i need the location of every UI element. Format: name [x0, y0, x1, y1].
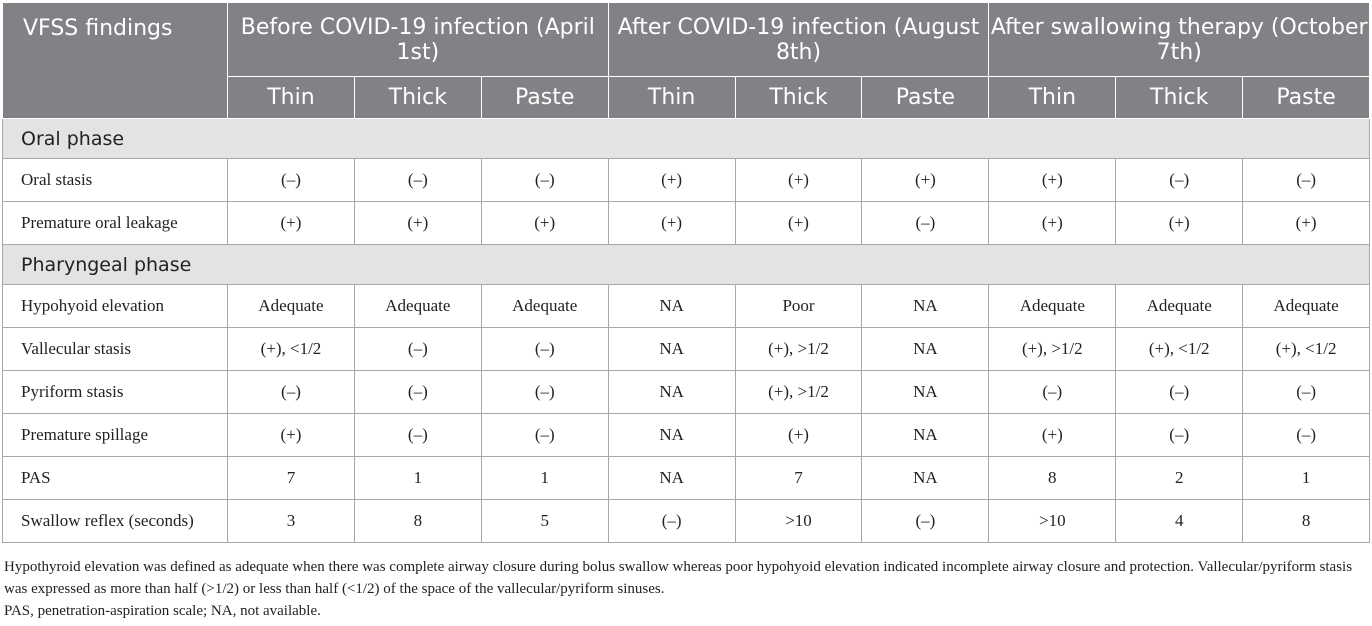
footnote-definitions: Hypothyroid elevation was defined as adequate when there was complete airway closure during bolus swallow whereas poor hypohyoid elevation indicated incomplete airway closure and protection. Vallecular/pyriform stasis was expressed as more than half (>1/2) or less than half (<1/2) of the space of the vallecular/pyriform sinuses. — [4, 559, 1353, 597]
table-cell: Adequate — [1243, 285, 1370, 328]
table-cell: (+) — [608, 202, 735, 245]
table-cell: (+) — [608, 159, 735, 202]
table-cell: (+), >1/2 — [735, 328, 862, 371]
table-cell: (+) — [1116, 202, 1243, 245]
table-cell: (–) — [1243, 414, 1370, 457]
table-cell: (+) — [1243, 202, 1370, 245]
vfss-findings-header: VFSS findings — [3, 3, 228, 119]
table-cell: (–) — [228, 159, 355, 202]
table-cell: (–) — [354, 414, 481, 457]
table-cell: 2 — [1116, 457, 1243, 500]
table-cell: (–) — [1116, 371, 1243, 414]
table-cell: 1 — [481, 457, 608, 500]
table-cell: NA — [608, 328, 735, 371]
table-cell: (–) — [481, 328, 608, 371]
table-cell: (+), >1/2 — [989, 328, 1116, 371]
table-cell: (+) — [862, 159, 989, 202]
table-cell: Adequate — [989, 285, 1116, 328]
table-row — [3, 328, 1370, 371]
consistency-header: Paste — [1243, 77, 1370, 119]
table-cell: NA — [862, 328, 989, 371]
row-label: Oral stasis — [3, 159, 228, 202]
table-cell: (–) — [1243, 371, 1370, 414]
table-cell: 1 — [354, 457, 481, 500]
table-cell: 8 — [989, 457, 1116, 500]
before-covid-header: Before COVID-19 infection (April 1st) — [228, 3, 609, 77]
section-oral-phase: Oral phase — [3, 119, 1370, 159]
table-cell: NA — [862, 371, 989, 414]
table-cell: (+), <1/2 — [228, 328, 355, 371]
row-label: Hypohyoid elevation — [3, 285, 228, 328]
consistency-header: Thick — [735, 77, 862, 119]
table-cell: (–) — [608, 500, 735, 543]
table-cell: 8 — [354, 500, 481, 543]
table-cell: NA — [608, 457, 735, 500]
table-cell: (+) — [735, 159, 862, 202]
table-cell: (–) — [228, 371, 355, 414]
table-cell: (+) — [989, 159, 1116, 202]
table-row — [3, 457, 1370, 500]
table-cell: 3 — [228, 500, 355, 543]
table-cell: Poor — [735, 285, 862, 328]
table-cell: (–) — [1116, 159, 1243, 202]
section-row-oral — [3, 119, 1370, 159]
table-cell: (+) — [481, 202, 608, 245]
consistency-header: Paste — [862, 77, 989, 119]
table-cell: (+) — [989, 414, 1116, 457]
table-cell: (–) — [354, 371, 481, 414]
table-row — [3, 371, 1370, 414]
table-cell: Adequate — [354, 285, 481, 328]
row-label: Premature oral leakage — [3, 202, 228, 245]
row-label: Vallecular stasis — [3, 328, 228, 371]
table-cell: 8 — [1243, 500, 1370, 543]
table-cell: (+), <1/2 — [1243, 328, 1370, 371]
table-cell: NA — [608, 285, 735, 328]
table-cell: Adequate — [228, 285, 355, 328]
table-cell: (–) — [354, 328, 481, 371]
consistency-header: Thin — [228, 77, 355, 119]
consistency-header: Thick — [354, 77, 481, 119]
after-therapy-header: After swallowing therapy (October 7th) — [989, 3, 1370, 77]
table-cell: NA — [862, 457, 989, 500]
table-cell: (–) — [481, 371, 608, 414]
table-cell: 7 — [735, 457, 862, 500]
table-cell: (–) — [862, 202, 989, 245]
consistency-header: Thin — [608, 77, 735, 119]
table-cell: (–) — [481, 414, 608, 457]
table-cell: Adequate — [481, 285, 608, 328]
consistency-header: Thin — [989, 77, 1116, 119]
after-covid-header: After COVID-19 infection (August 8th) — [608, 3, 989, 77]
table-cell: (–) — [989, 371, 1116, 414]
table-cell: (–) — [862, 500, 989, 543]
table-cell: NA — [608, 414, 735, 457]
footnote-abbreviations: PAS, penetration-aspiration scale; NA, not available. — [4, 603, 321, 619]
table-cell: (+), <1/2 — [1116, 328, 1243, 371]
group-header-row — [3, 3, 1370, 77]
table-row — [3, 285, 1370, 328]
table-footnotes — [4, 556, 1366, 622]
table-cell: (–) — [1243, 159, 1370, 202]
row-label: Swallow reflex (seconds) — [3, 500, 228, 543]
table-cell: (+) — [228, 202, 355, 245]
table-cell: (+) — [735, 414, 862, 457]
row-label: Pyriform stasis — [3, 371, 228, 414]
table-cell: (+) — [228, 414, 355, 457]
table-cell: (–) — [481, 159, 608, 202]
table-cell: (–) — [1116, 414, 1243, 457]
row-label: PAS — [3, 457, 228, 500]
table-cell: 7 — [228, 457, 355, 500]
table-cell: NA — [862, 285, 989, 328]
table-cell: NA — [862, 414, 989, 457]
table-cell: 4 — [1116, 500, 1243, 543]
table-cell: (+) — [989, 202, 1116, 245]
table-row — [3, 159, 1370, 202]
table-cell: >10 — [989, 500, 1116, 543]
table-cell: >10 — [735, 500, 862, 543]
table-row — [3, 414, 1370, 457]
table-row — [3, 500, 1370, 543]
section-pharyngeal-phase: Pharyngeal phase — [3, 245, 1370, 285]
table-cell: (+) — [735, 202, 862, 245]
table-cell: 1 — [1243, 457, 1370, 500]
consistency-header: Paste — [481, 77, 608, 119]
table-cell: (+), >1/2 — [735, 371, 862, 414]
table-cell: (–) — [354, 159, 481, 202]
table-cell: (+) — [354, 202, 481, 245]
table-cell: 5 — [481, 500, 608, 543]
table-cell: NA — [608, 371, 735, 414]
table-row — [3, 202, 1370, 245]
table-cell: Adequate — [1116, 285, 1243, 328]
row-label: Premature spillage — [3, 414, 228, 457]
section-row-pharyngeal — [3, 245, 1370, 285]
consistency-header: Thick — [1116, 77, 1243, 119]
vfss-findings-table — [2, 2, 1370, 543]
